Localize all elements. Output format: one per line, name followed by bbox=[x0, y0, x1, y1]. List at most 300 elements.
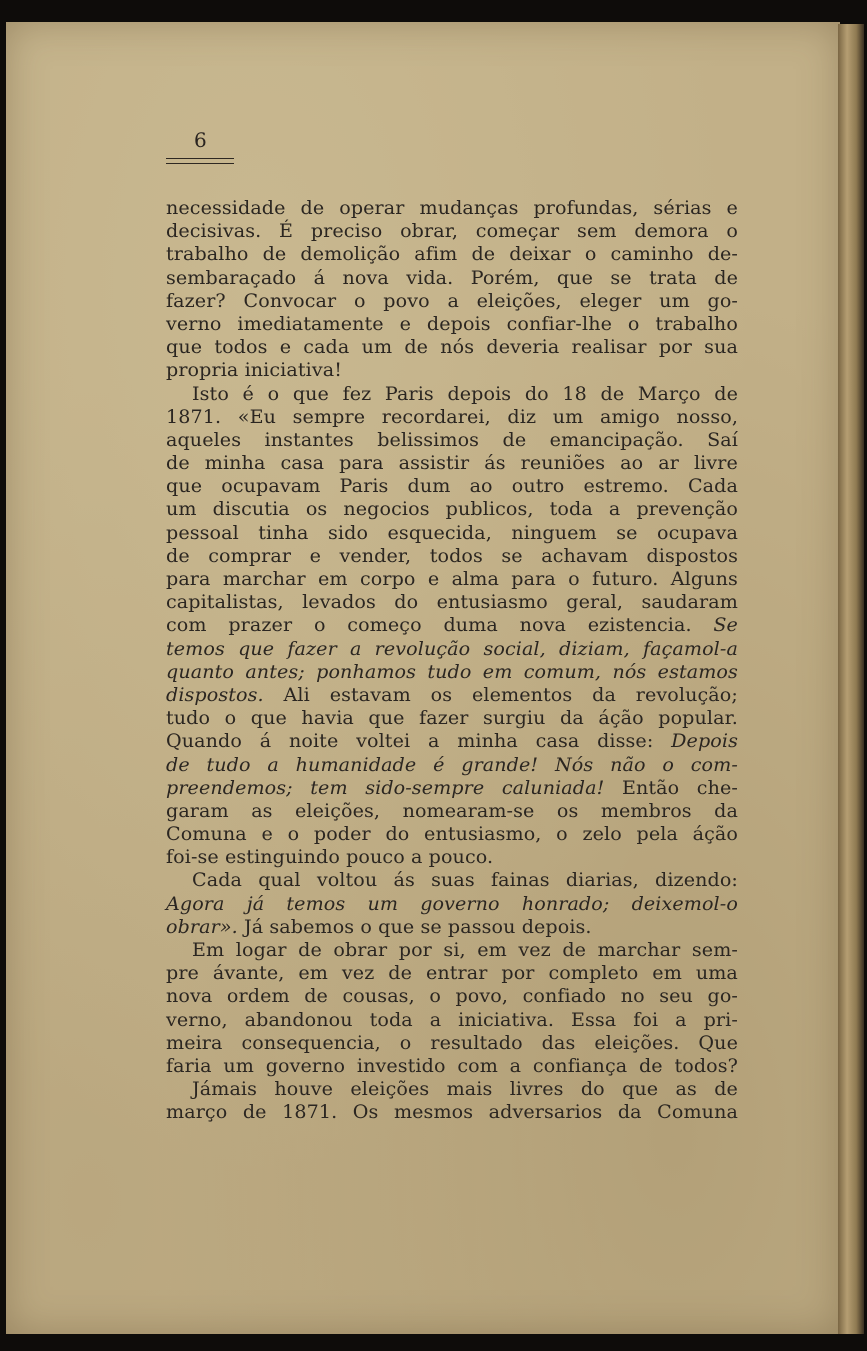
text-line bbox=[166, 915, 738, 938]
word: É bbox=[279, 219, 294, 243]
word: demora bbox=[634, 219, 709, 243]
word: revolução bbox=[374, 636, 471, 660]
text-line bbox=[166, 382, 738, 405]
word: pouco bbox=[346, 845, 411, 869]
word: qual bbox=[258, 868, 301, 892]
word: abandonou bbox=[244, 1007, 353, 1031]
word: e bbox=[726, 196, 738, 219]
word: faria bbox=[166, 1053, 212, 1077]
word: de bbox=[166, 451, 190, 475]
word: caluniada! bbox=[501, 775, 605, 799]
word: de bbox=[562, 938, 587, 961]
word: Então bbox=[621, 775, 680, 799]
text-line bbox=[166, 1054, 738, 1077]
word: de bbox=[502, 427, 527, 451]
text-line bbox=[166, 312, 738, 335]
word: uma bbox=[695, 961, 738, 985]
word: alma bbox=[451, 567, 499, 590]
word: ao bbox=[469, 474, 493, 498]
word: toda bbox=[549, 497, 593, 521]
word: os bbox=[556, 798, 579, 822]
word: se bbox=[501, 543, 523, 567]
word: que bbox=[238, 636, 275, 660]
word: demolição bbox=[300, 242, 401, 266]
word: o bbox=[726, 219, 738, 243]
word: governo bbox=[420, 891, 500, 915]
word: consequencia, bbox=[241, 1030, 381, 1054]
word: livres bbox=[509, 1077, 564, 1101]
word: livre bbox=[693, 451, 738, 475]
word: verno, bbox=[166, 1007, 228, 1031]
word: capitalistas, bbox=[166, 590, 284, 614]
word: todos bbox=[429, 543, 483, 567]
word: de bbox=[714, 1077, 738, 1101]
word: de bbox=[600, 381, 625, 405]
word: nosso, bbox=[676, 404, 738, 428]
word: mesmos bbox=[393, 1100, 474, 1124]
page-number: 6 bbox=[194, 128, 207, 152]
text-line bbox=[166, 613, 738, 636]
word: as bbox=[675, 1077, 697, 1101]
word: achavam bbox=[541, 543, 628, 567]
word: Se bbox=[713, 613, 738, 637]
text-line bbox=[166, 776, 738, 799]
word: diziam, bbox=[559, 636, 630, 660]
word: estamos bbox=[657, 659, 738, 683]
word: nova bbox=[166, 984, 213, 1008]
word: Paris bbox=[339, 474, 389, 498]
word: garam bbox=[166, 798, 229, 822]
word: Que bbox=[698, 1030, 738, 1054]
word: a bbox=[267, 752, 279, 776]
word: á bbox=[313, 265, 326, 289]
word: decisivas. bbox=[166, 219, 262, 243]
word: que bbox=[556, 265, 594, 289]
word: pessoal bbox=[166, 520, 239, 544]
word: Alguns bbox=[670, 567, 738, 590]
word: Paris bbox=[384, 381, 434, 405]
word: da bbox=[560, 706, 584, 730]
word: com bbox=[457, 1053, 498, 1077]
word: temos bbox=[286, 891, 346, 915]
word: no bbox=[620, 984, 645, 1008]
word: pela bbox=[636, 822, 678, 846]
word: em bbox=[482, 659, 513, 683]
word: cada bbox=[303, 335, 350, 359]
word: propria bbox=[166, 358, 245, 382]
header-rule bbox=[166, 163, 234, 164]
word: diarias, bbox=[565, 868, 639, 892]
page-edge bbox=[838, 24, 864, 1334]
word: se bbox=[420, 914, 448, 938]
word: ninguem bbox=[511, 520, 597, 544]
word: áção bbox=[598, 706, 644, 730]
word: Comuna bbox=[657, 1100, 738, 1124]
word: membros bbox=[600, 798, 692, 822]
word: casa bbox=[280, 451, 325, 475]
word: suas bbox=[431, 868, 475, 892]
word: ávante, bbox=[212, 961, 285, 985]
word: o bbox=[399, 1030, 412, 1054]
word: logar bbox=[235, 938, 287, 961]
word: o bbox=[360, 914, 379, 938]
word: do bbox=[580, 1077, 605, 1101]
word: o bbox=[584, 242, 597, 266]
text-line bbox=[166, 729, 738, 752]
text-line bbox=[166, 567, 738, 590]
word: popular. bbox=[658, 706, 738, 730]
word: trata bbox=[649, 265, 697, 289]
word: áção bbox=[692, 822, 738, 846]
word: depois. bbox=[521, 914, 592, 938]
word: eleições bbox=[350, 1077, 430, 1101]
word: um bbox=[367, 891, 399, 915]
word: ezistencia. bbox=[587, 613, 692, 637]
word: depois bbox=[447, 381, 512, 405]
word: comprar bbox=[208, 543, 292, 567]
word: tudo bbox=[166, 706, 211, 730]
word: em bbox=[318, 567, 348, 590]
word: por bbox=[501, 961, 535, 985]
word: completo bbox=[548, 961, 639, 985]
word: ar bbox=[658, 451, 679, 475]
word: eleger bbox=[579, 288, 642, 312]
word: da bbox=[617, 1100, 642, 1124]
word: social, bbox=[483, 636, 546, 660]
word: que bbox=[378, 914, 421, 938]
word: esquecida, bbox=[387, 520, 492, 544]
word: preciso bbox=[310, 219, 383, 243]
word: sabemos bbox=[269, 914, 361, 938]
word: voltou bbox=[316, 868, 378, 892]
word: um bbox=[223, 1053, 254, 1077]
word: de bbox=[166, 752, 190, 776]
word: levados bbox=[302, 590, 376, 614]
word: emancipação. bbox=[549, 427, 684, 451]
word: obrar». bbox=[166, 914, 244, 938]
word: a bbox=[447, 288, 459, 312]
word: passou bbox=[447, 914, 522, 938]
text-line bbox=[166, 428, 738, 451]
word: eleições. bbox=[594, 1030, 680, 1054]
word: e bbox=[309, 543, 321, 567]
word: começo bbox=[347, 613, 422, 637]
word: entusiasmo bbox=[436, 590, 548, 614]
word: do bbox=[385, 822, 410, 846]
word: Quando bbox=[166, 729, 242, 753]
word: marchar bbox=[597, 938, 681, 961]
word: pri- bbox=[703, 1007, 738, 1031]
word: dizendo: bbox=[655, 868, 738, 892]
word: sérias bbox=[653, 196, 712, 219]
word: o bbox=[662, 752, 674, 776]
word: a bbox=[350, 636, 362, 660]
text-line bbox=[166, 637, 738, 660]
word: fainas bbox=[490, 868, 550, 892]
word: um bbox=[552, 404, 584, 428]
text-line bbox=[166, 984, 738, 1007]
word: Já bbox=[243, 914, 270, 938]
text-line bbox=[166, 1031, 738, 1054]
word: foi bbox=[633, 1007, 659, 1031]
word: os bbox=[305, 497, 328, 521]
word: Agora bbox=[166, 891, 225, 915]
word: façamol-a bbox=[642, 636, 738, 660]
word: estavam bbox=[329, 682, 411, 706]
word: todos bbox=[214, 335, 268, 359]
word: confiar-lhe bbox=[506, 311, 612, 335]
word: que bbox=[368, 706, 405, 730]
word: o bbox=[224, 706, 237, 730]
word: preendemos; bbox=[166, 775, 293, 799]
word: «Eu bbox=[237, 404, 277, 428]
word: havia bbox=[301, 706, 354, 730]
word: negocios bbox=[343, 497, 430, 521]
word: prevenção bbox=[636, 497, 738, 521]
word: vender, bbox=[339, 543, 412, 567]
word: voltei bbox=[356, 729, 411, 753]
word: se bbox=[616, 520, 638, 544]
word: disse: bbox=[597, 729, 654, 753]
word: 18 bbox=[562, 381, 587, 405]
text-line bbox=[166, 892, 738, 915]
word: imediatamente bbox=[237, 311, 384, 335]
word: fazer bbox=[419, 706, 469, 730]
word: trabalho bbox=[166, 242, 249, 266]
word: zelo bbox=[582, 822, 622, 846]
text-line bbox=[166, 219, 738, 242]
word: afim bbox=[414, 242, 458, 266]
text-line bbox=[166, 289, 738, 312]
word: da bbox=[714, 798, 738, 822]
text-line bbox=[166, 358, 738, 381]
text-line bbox=[166, 242, 738, 265]
word: realisar bbox=[571, 335, 647, 359]
word: che- bbox=[696, 775, 738, 799]
word: o bbox=[353, 288, 366, 312]
word: humanidade bbox=[295, 752, 417, 776]
word: e bbox=[399, 311, 411, 335]
word: eleições, bbox=[295, 798, 381, 822]
word: é bbox=[242, 381, 254, 405]
word: houve bbox=[274, 1077, 334, 1101]
word: que bbox=[622, 1077, 659, 1101]
word: de bbox=[304, 984, 328, 1008]
word: se bbox=[610, 265, 632, 289]
word: os bbox=[430, 682, 453, 706]
word: 1871. bbox=[166, 404, 222, 428]
word: vez bbox=[518, 938, 551, 961]
word: e bbox=[427, 567, 440, 590]
word: profundas, bbox=[533, 196, 639, 219]
word: necessidade bbox=[166, 196, 286, 219]
word: 1871. bbox=[282, 1100, 338, 1124]
word: por bbox=[398, 938, 432, 961]
word: sido-sempre bbox=[365, 775, 485, 799]
word: março bbox=[166, 1100, 228, 1124]
text-line bbox=[166, 266, 738, 289]
word: para bbox=[339, 451, 384, 475]
word: Isto bbox=[192, 381, 229, 405]
word: amigo bbox=[599, 404, 660, 428]
word: de bbox=[638, 1053, 663, 1077]
word: Cada bbox=[687, 474, 738, 498]
word: cousas, bbox=[342, 984, 415, 1008]
word: go- bbox=[707, 288, 738, 312]
word: ás bbox=[484, 451, 506, 475]
word: e bbox=[261, 822, 273, 846]
header-rule bbox=[166, 158, 234, 159]
word: Março bbox=[637, 381, 701, 405]
text-line bbox=[166, 335, 738, 358]
word: minha bbox=[204, 451, 266, 475]
word: um bbox=[659, 288, 690, 312]
text-line bbox=[166, 706, 738, 729]
word: começar bbox=[475, 219, 560, 243]
word: pre bbox=[166, 961, 199, 985]
word: sembaraçado bbox=[166, 265, 297, 289]
word: nova bbox=[342, 265, 389, 289]
word: ponhamos bbox=[316, 659, 417, 683]
word: adversarios bbox=[488, 1100, 603, 1124]
text-line bbox=[166, 868, 738, 891]
word: depois bbox=[426, 311, 491, 335]
body-text bbox=[166, 196, 738, 1124]
word: nomearam-se bbox=[402, 798, 535, 822]
word: ordem bbox=[226, 984, 290, 1008]
word: meira bbox=[166, 1030, 223, 1054]
text-line bbox=[166, 845, 738, 868]
word: si, bbox=[443, 938, 466, 961]
word: o bbox=[627, 311, 640, 335]
text-line bbox=[166, 521, 738, 544]
word: foi-se bbox=[166, 845, 225, 869]
word: de bbox=[714, 265, 738, 289]
text-line bbox=[166, 822, 738, 845]
word: casa bbox=[535, 729, 580, 753]
word: obrar bbox=[333, 938, 388, 961]
word: povo, bbox=[455, 984, 509, 1008]
word: fez bbox=[342, 381, 372, 405]
word: minha bbox=[457, 729, 518, 753]
word: assistir bbox=[398, 451, 470, 475]
word: de bbox=[166, 543, 190, 567]
text-line bbox=[166, 938, 738, 961]
word: confiado bbox=[522, 984, 607, 1008]
word: eleições, bbox=[476, 288, 562, 312]
word: que bbox=[166, 335, 203, 359]
word: um bbox=[166, 497, 197, 521]
word: vida. bbox=[406, 265, 454, 289]
text-line bbox=[166, 660, 738, 683]
word: resultado bbox=[430, 1030, 523, 1054]
word: com- bbox=[690, 752, 738, 776]
word: tem bbox=[310, 775, 348, 799]
text-line bbox=[166, 405, 738, 428]
word: do bbox=[524, 381, 549, 405]
text-line bbox=[166, 1008, 738, 1031]
word: nós bbox=[612, 659, 647, 683]
word: por bbox=[658, 335, 692, 359]
text-line bbox=[166, 474, 738, 497]
word: antes; bbox=[245, 659, 305, 683]
text-line bbox=[166, 683, 738, 706]
word: investido bbox=[356, 1053, 446, 1077]
word: em bbox=[477, 938, 507, 961]
word: corpo bbox=[359, 567, 416, 590]
word: e bbox=[279, 335, 292, 359]
word: dispostos bbox=[646, 543, 738, 567]
word: tudo bbox=[427, 659, 472, 683]
word: sempre bbox=[292, 404, 366, 428]
word: Em bbox=[192, 938, 225, 961]
word: Cada bbox=[192, 868, 242, 892]
word: poder bbox=[313, 822, 371, 846]
word: para bbox=[511, 567, 556, 590]
word: para bbox=[166, 567, 211, 590]
word: iniciativa! bbox=[244, 358, 342, 382]
word: reuniões bbox=[520, 451, 606, 475]
word: o bbox=[287, 822, 300, 846]
word: elementos bbox=[472, 682, 573, 706]
word: ocupava bbox=[656, 520, 738, 544]
word: a bbox=[429, 1007, 442, 1031]
word: a bbox=[427, 729, 440, 753]
word: de bbox=[262, 242, 287, 266]
word: surgiu bbox=[483, 706, 546, 730]
word: deixemol-o bbox=[631, 891, 738, 915]
word: de bbox=[388, 961, 413, 985]
word: em bbox=[652, 961, 682, 985]
word: o bbox=[267, 381, 280, 405]
word: pouco. bbox=[428, 845, 494, 869]
word: mudanças bbox=[419, 196, 519, 219]
word: estremo. bbox=[583, 474, 669, 498]
word: do bbox=[394, 590, 419, 614]
word: mais bbox=[446, 1077, 493, 1101]
word: nós bbox=[440, 335, 475, 359]
word: sem- bbox=[691, 938, 738, 961]
text-line bbox=[166, 590, 738, 613]
word: deveria bbox=[486, 335, 560, 359]
word: de bbox=[300, 196, 325, 219]
word: deixar bbox=[509, 242, 571, 266]
word: Saí bbox=[707, 427, 738, 451]
word: confiança bbox=[532, 1053, 628, 1077]
word: o bbox=[313, 613, 326, 637]
word: geral, bbox=[566, 590, 624, 614]
word: trabalho bbox=[655, 311, 738, 335]
word: saudaram bbox=[641, 590, 738, 614]
word: é bbox=[433, 752, 445, 776]
text-line bbox=[166, 544, 738, 567]
word: povo bbox=[383, 288, 430, 312]
word: fazer? bbox=[166, 288, 226, 312]
word: Essa bbox=[570, 1007, 617, 1031]
word: diz bbox=[507, 404, 537, 428]
word: quanto bbox=[166, 659, 234, 683]
word: revolução; bbox=[635, 682, 738, 706]
word: vez bbox=[341, 961, 375, 985]
word: iniciativa. bbox=[458, 1007, 554, 1031]
word: que bbox=[166, 474, 203, 498]
word: comum, bbox=[523, 659, 602, 683]
word: publicos, bbox=[445, 497, 534, 521]
word: a bbox=[608, 497, 621, 521]
word: de bbox=[404, 335, 429, 359]
word: go- bbox=[707, 984, 738, 1008]
word: estinguindo bbox=[225, 845, 347, 869]
